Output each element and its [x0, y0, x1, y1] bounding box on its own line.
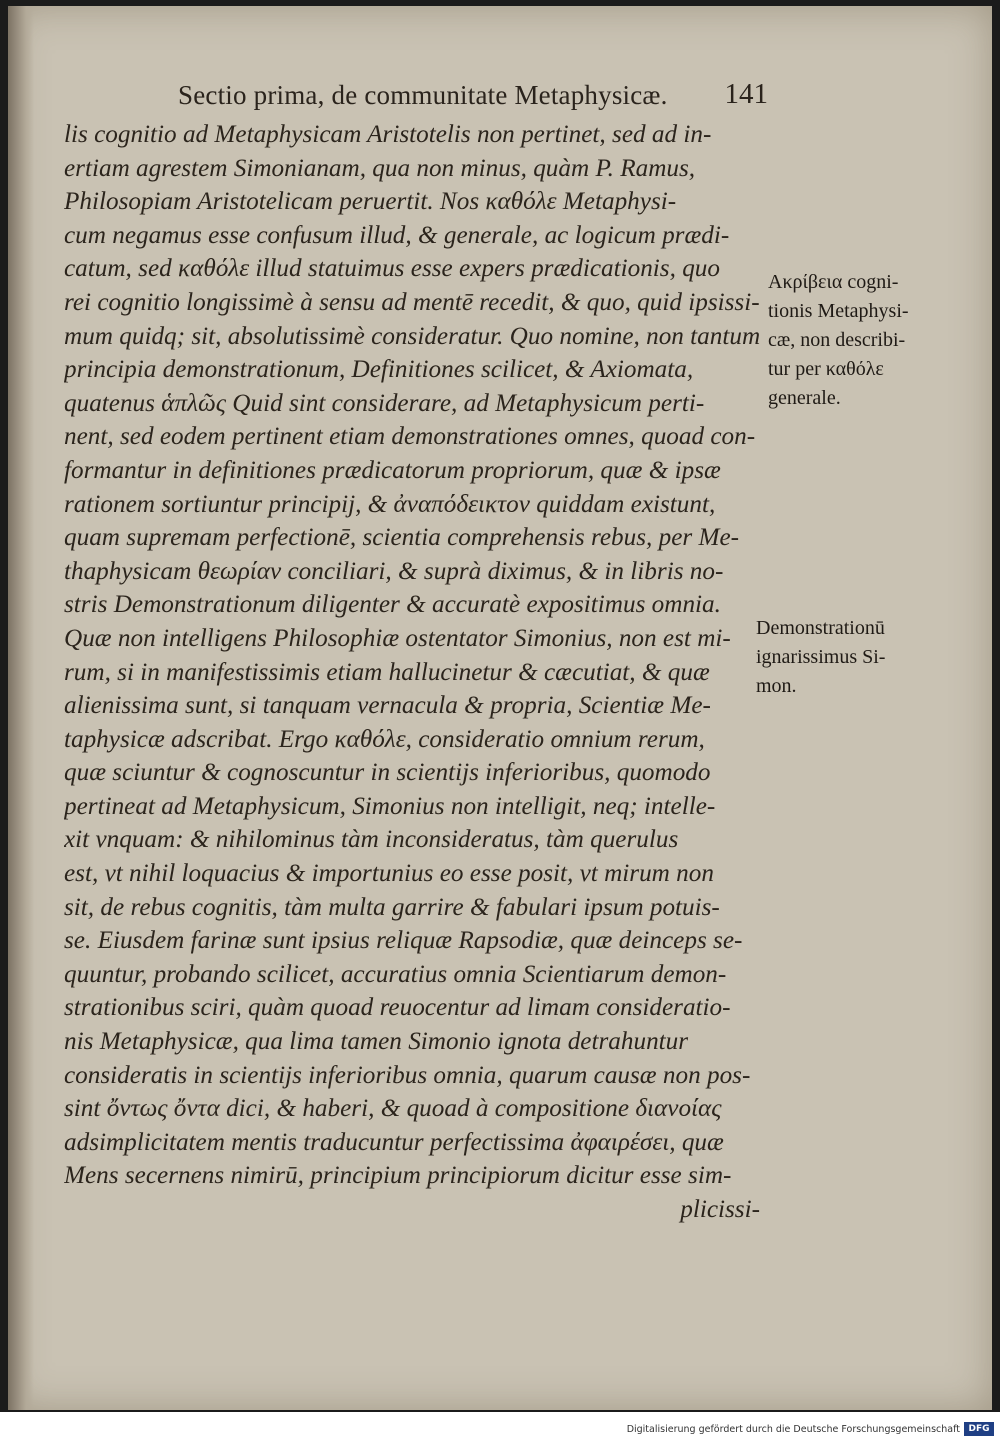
funding-credit: Digitalisierung gefördert durch die Deutsche Forschungsgemeinschaft — [626, 1424, 960, 1435]
margin-note-line: tionis Metaphysi- — [768, 300, 909, 322]
text-line: pertineat ad Metaphysicum, Simonius non intelligit, neq; intelle- — [64, 792, 716, 820]
text-line: sit, de rebus cognitis, tàm multa garrire & fabulari ipsum potuis- — [64, 893, 720, 921]
text-line: principia demonstrationum, Definitiones scilicet, & Axiomata, — [64, 356, 694, 384]
margin-note-line: tur per καθόλε — [768, 358, 884, 380]
text-line: rei cognitio longissimè à sensu ad mentē recedit, & quo, quid ipsissi- — [64, 288, 760, 316]
text-line: formantur in definitiones prædicatorum propriorum, quæ & ipsæ — [64, 456, 721, 484]
text-line: ertiam agrestem Simonianam, qua non minus, quàm P. Ramus, — [64, 154, 696, 182]
text-line: adsimplicitatem mentis traducuntur perfectissima ἀφαιρέσει, quæ — [64, 1128, 724, 1156]
page-gutter-shadow — [8, 6, 34, 1410]
text-line: Philosopiam Aristotelicam peruertit. Nos καθόλε Metaphysi- — [64, 188, 677, 216]
text-line: sint ὄντως ὄντα dici, & haberi, & quoad à compositione διανοίας — [64, 1095, 722, 1123]
text-line: thaphysicam θεωρίαν conciliari, & suprà diximus, & in libris no- — [64, 557, 724, 585]
text-line: rationem sortiuntur principij, & ἀναπόδεικτον quiddam existunt, — [64, 490, 716, 518]
page-number: 141 — [724, 78, 768, 110]
margin-note-line: Demonstrationū — [756, 617, 885, 639]
text-line: stris Demonstrationum diligenter & accuratè expositimus omnia. — [64, 591, 721, 619]
margin-note-line: generale. — [768, 387, 841, 409]
text-line: quæ sciuntur & cognoscuntur in scientijs inferioribus, quomodo — [64, 759, 711, 787]
margin-note-line: cæ, non describi- — [768, 329, 906, 351]
text-line: strationibus sciri, quàm quoad reuocentur ad limam consideratio- — [64, 994, 731, 1022]
text-line: quuntur, probando scilicet, accuratius omnia Scientiarum demon- — [64, 960, 727, 988]
catchword: plicissi- — [680, 1196, 760, 1223]
dfg-logo: DFG — [964, 1422, 994, 1436]
text-line: quatenus ἁπλῶς Quid sint considerare, ad Metaphysicum perti- — [64, 389, 705, 417]
body-text — [64, 118, 760, 1227]
margin-note-line: mon. — [756, 675, 797, 697]
text-line: se. Eiusdem farinæ sunt ipsius reliquæ Rapsodiæ, quæ deinceps se- — [64, 927, 743, 955]
margin-note-akribeia — [768, 268, 978, 413]
text-line: mum quidq; sit, absolutissimè consideratur. Quo nomine, non tantum — [64, 322, 760, 350]
text-line: nis Metaphysicæ, qua lima tamen Simonio ignota detrahuntur — [64, 1028, 689, 1056]
footer-bar — [0, 1412, 1000, 1445]
text-line: rum, si in manifestissimis etiam hallucinetur & cæcutiat, & quæ — [64, 658, 710, 686]
text-line: alienissima sunt, si tanquam vernacula & propria, Scientiæ Me- — [64, 692, 711, 720]
text-line: taphysicæ adscribat. Ergo καθόλε, consideratio omnium rerum, — [64, 725, 705, 753]
running-header — [178, 76, 768, 116]
margin-note-simonius — [756, 614, 966, 701]
text-line: quam supremam perfectionē, scientia comprehensis rebus, per Me- — [64, 524, 740, 552]
text-line: xit vnquam: & nihilominus tàm inconsideratus, tàm querulus — [64, 826, 679, 854]
text-line: est, vt nihil loquacius & importunius eo esse posit, vt mirum non — [64, 860, 714, 888]
text-line: Mens secernens nimirū, principium principiorum dicitur esse sim- — [64, 1162, 732, 1190]
running-title: Sectio prima, de communitate Metaphysicæ. — [178, 80, 668, 110]
book-page — [8, 6, 992, 1410]
text-line: cum negamus esse confusum illud, & generale, ac logicum prædi- — [64, 221, 730, 249]
text-line: nent, sed eodem pertinent etiam demonstrationes omnes, quoad con- — [64, 423, 756, 451]
text-line: catum, sed καθόλε illud statuimus esse expers prædicationis, quo — [64, 255, 720, 283]
margin-note-line: Ακρίβεια cogni- — [768, 271, 899, 293]
text-line: lis cognitio ad Metaphysicam Aristotelis non pertinet, sed ad in- — [64, 121, 712, 148]
margin-note-line: ignarissimus Si- — [756, 646, 886, 668]
text-line: consideratis in scientijs inferioribus omnia, quarum causæ non pos- — [64, 1061, 751, 1089]
text-line: Quæ non intelligens Philosophiæ ostentator Simonius, non est mi- — [64, 624, 731, 652]
